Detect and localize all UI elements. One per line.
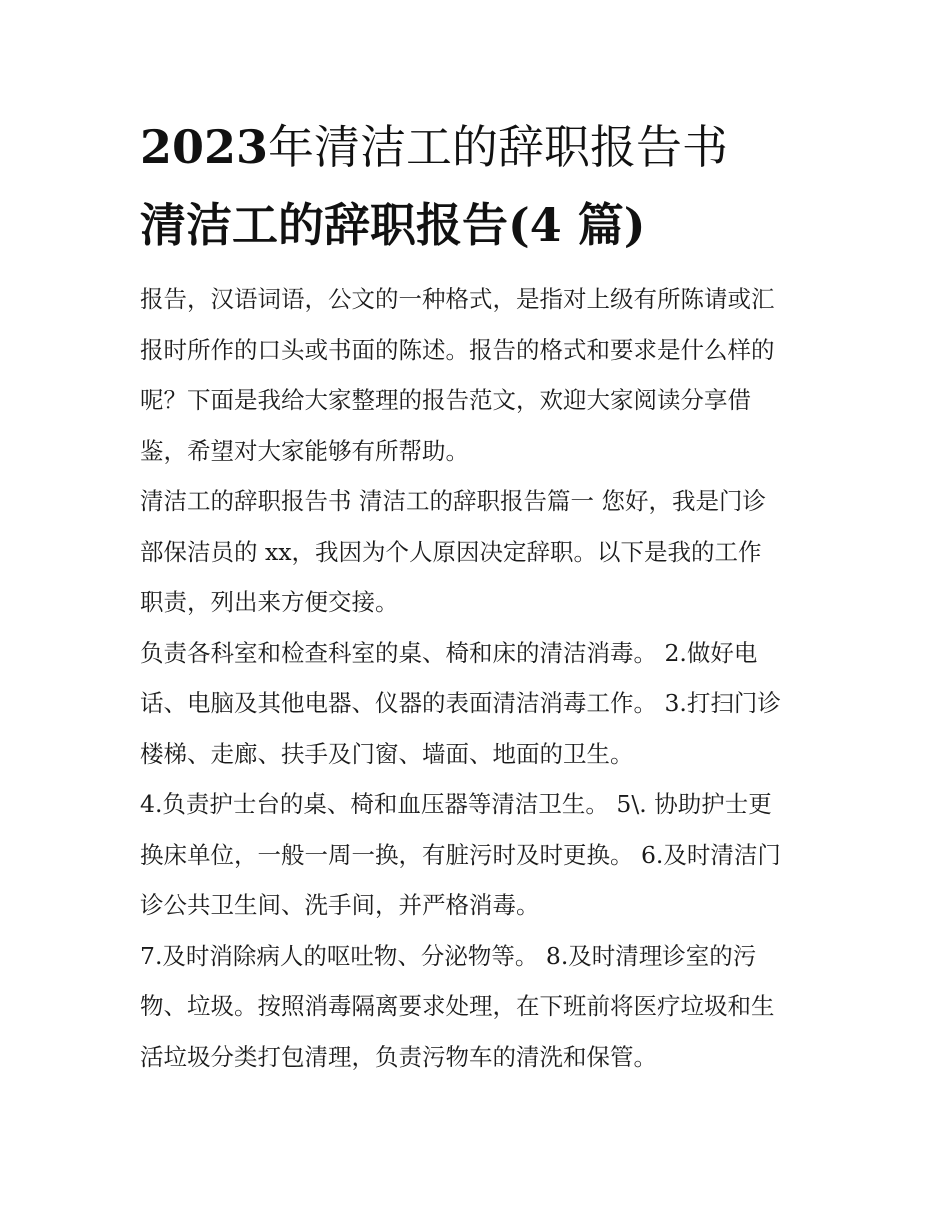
title-count: 4 (529, 198, 562, 252)
title-line-2 (140, 196, 646, 254)
text-line: 诊公共卫生间、洗手间，并严格消毒。 (140, 891, 540, 919)
text-line: 物、垃圾。按照消毒隔离要求处理，在下班前将医疗垃圾和生 (140, 992, 775, 1020)
text-line: 话、电脑及其他电器、仪器的表面清洁消毒工作。 3.打扫门诊 (140, 689, 781, 717)
paragraph-duties-3 (140, 931, 820, 1083)
title-text-2-pre: 清洁工的辞职报告( (140, 198, 530, 252)
text-line: 鉴，希望对大家能够有所帮助。 (140, 436, 469, 465)
text-line: 报时所作的口头或书面的陈述。报告的格式和要求是什么样的 (140, 335, 775, 364)
paragraph-duties-1 (140, 628, 820, 780)
text-line: 活垃圾分类打包清理，负责污物车的清洗和保管。 (140, 1042, 657, 1071)
title-text-1: 年清洁工的辞职报告书 (268, 120, 729, 174)
text-line: 职责，列出来方便交接。 (140, 588, 399, 616)
paragraph-duties-2 (140, 779, 820, 931)
document-body (140, 274, 820, 1082)
paragraph-letter-opening (140, 476, 820, 628)
text-line: 呢？下面是我给大家整理的报告范文，欢迎大家阅读分享借 (140, 386, 751, 414)
text-line: 部保洁员的 xx，我因为个人原因决定辞职。以下是我的工作 (140, 537, 762, 566)
text-line: 负责各科室和检查科室的桌、椅和床的清洁消毒。 2.做好电 (140, 638, 758, 667)
text-line: 报告，汉语词语，公文的一种格式，是指对上级有所陈请或汇 (140, 285, 775, 313)
text-line: 7.及时消除病人的呕吐物、分泌物等。 8.及时清理诊室的污 (140, 941, 757, 970)
text-line: 换床单位，一般一周一换，有脏污时及时更换。 6.及时清洁门 (140, 840, 781, 869)
text-line: 楼梯、走廊、扶手及门窗、墙面、地面的卫生。 (140, 739, 634, 768)
title-line-1 (140, 118, 728, 176)
title-year: 2023 (140, 120, 269, 174)
text-line: 4.负责护士台的桌、椅和血压器等清洁卫生。 5\. 协助护士更 (140, 790, 772, 818)
paragraph-intro (140, 274, 820, 476)
title-text-2-post: 篇) (561, 198, 646, 252)
text-line: 清洁工的辞职报告书 清洁工的辞职报告篇一 您好，我是门诊 (140, 487, 766, 515)
